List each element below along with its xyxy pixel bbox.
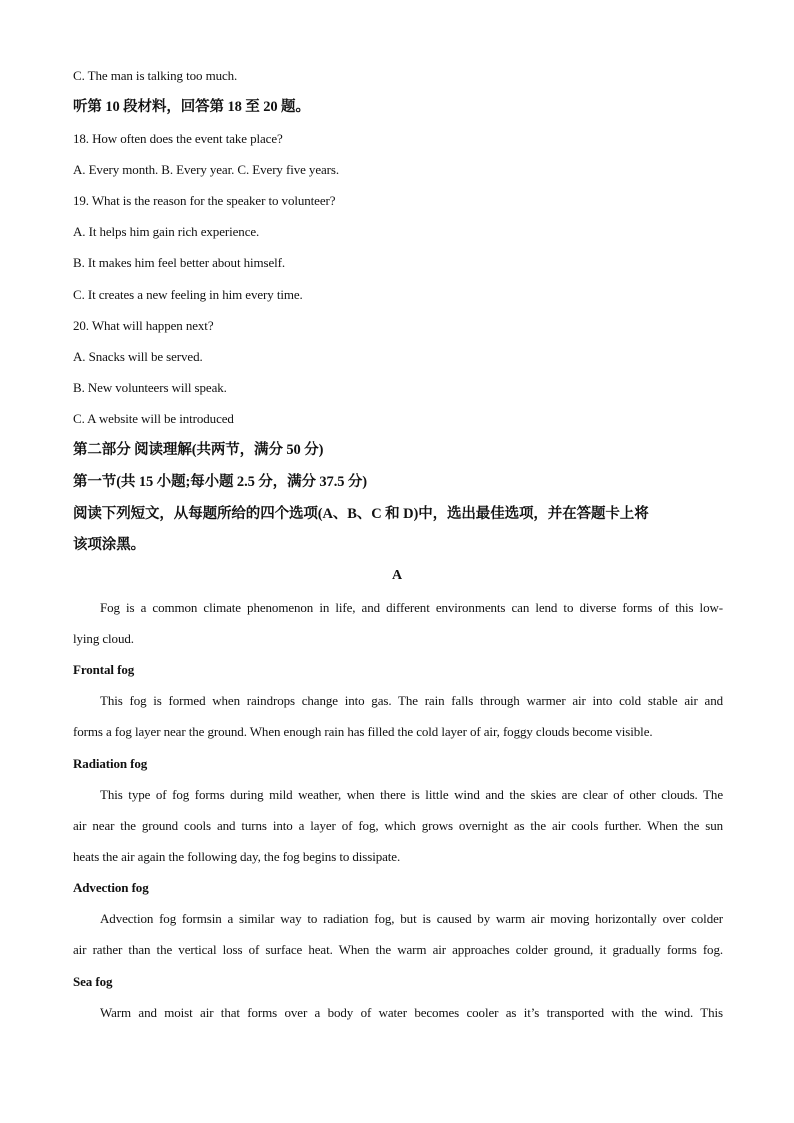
question-20: 20. What will happen next?	[73, 318, 214, 333]
reading-instruction-line-1: 阅读下列短文，从每题所给的四个选项(A、B、C 和 D)中，选出最佳选项，并在答题卡上将	[73, 506, 649, 522]
frontal-fog-line-2: forms a fog layer near the ground. When enough rain has filled the cold layer of air, foggy clouds become visible.	[73, 724, 653, 739]
question-20-option-a: A. Snacks will be served.	[73, 349, 203, 364]
radiation-fog-line-3: heats the air again the following day, the fog begins to dissipate.	[73, 849, 401, 864]
radiation-fog-heading: Radiation fog	[73, 756, 148, 771]
reading-instruction-line-2: 该项涂黑。	[73, 537, 145, 553]
radiation-fog-line-2: air near the ground cools and turns into a layer of fog, which grows overnight as the air cools further. When the sun	[73, 818, 723, 833]
section-one-heading: 第一节(共 15 小题;每小题 2.5 分，满分 37.5 分)	[73, 474, 368, 490]
advection-fog-line-1: Advection fog formsin a similar way to radiation fog, but is caused by warm air moving horizontally over colder	[100, 911, 723, 926]
frontal-fog-line-1: This fog is formed when raindrops change into gas. The rain falls through warmer air into cold stable air and	[100, 693, 723, 708]
question-19-option-b: B. It makes him feel better about himself.	[73, 255, 286, 270]
passage-intro-line-2: lying cloud.	[73, 631, 134, 646]
passage-label: A	[391, 568, 402, 583]
question-19-option-a: A. It helps him gain rich experience.	[73, 224, 260, 239]
sea-fog-line-1: Warm and moist air that forms over a body of water becomes cooler as it’s transported with the wind. This	[100, 1005, 723, 1020]
question-20-option-b: B. New volunteers will speak.	[73, 380, 227, 395]
question-19: 19. What is the reason for the speaker to volunteer?	[73, 193, 336, 208]
frontal-fog-heading: Frontal fog	[73, 662, 135, 677]
advection-fog-line-2: air rather than the vertical loss of surface heat. When the warm air approaches colder ground, it gradually forms fog.	[73, 942, 723, 957]
question-20-option-c: C. A website will be introduced	[73, 411, 234, 426]
part-two-heading: 第二部分 阅读理解(共两节，满分 50 分)	[73, 442, 324, 458]
question-18: 18. How often does the event take place?	[73, 131, 283, 146]
sea-fog-heading: Sea fog	[73, 974, 113, 989]
passage-intro-line-1: Fog is a common climate phenomenon in life, and different environments can lend to diverse forms of this low-	[100, 600, 723, 615]
question-18-options: A. Every month. B. Every year. C. Every five years.	[73, 162, 340, 177]
listening-section-10-instruction: 听第 10 段材料，回答第 18 至 20 题。	[73, 99, 310, 115]
advection-fog-heading: Advection fog	[73, 880, 149, 895]
question-19-option-c: C. It creates a new feeling in him every time.	[73, 287, 303, 302]
radiation-fog-line-1: This type of fog forms during mild weather, when there is little wind and the skies are clear of other clouds. The	[100, 787, 723, 802]
option-c-q17: C. The man is talking too much.	[73, 68, 238, 83]
